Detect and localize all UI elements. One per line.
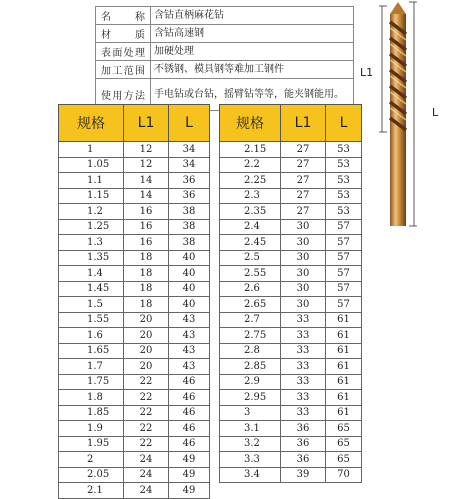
- cell-l1: 33: [281, 405, 326, 421]
- cell-l: 61: [326, 343, 362, 359]
- cell-l: 46: [169, 436, 210, 452]
- cell-l: 43: [169, 328, 210, 344]
- cell-l: 40: [169, 297, 210, 313]
- header-l1: L1: [281, 105, 326, 142]
- dim-line-l: [409, 2, 417, 226]
- cell-l: 65: [326, 436, 362, 452]
- cell-l: 46: [169, 374, 210, 390]
- cell-size: 2.75: [220, 328, 281, 344]
- header-l: L: [326, 105, 362, 142]
- cell-l: 34: [169, 142, 210, 158]
- spec-table-right: [219, 104, 362, 483]
- cell-size: 1.85: [59, 405, 124, 421]
- cell-l: 57: [326, 219, 362, 235]
- spec-row: [59, 235, 210, 251]
- cell-l: 70: [326, 467, 362, 483]
- cell-l: 40: [169, 250, 210, 266]
- cell-l: 38: [169, 219, 210, 235]
- info-value: 不锈钢、模具钢等难加工钢件: [151, 61, 354, 79]
- spec-row: [220, 374, 362, 390]
- cell-l: 61: [326, 405, 362, 421]
- header-l: L: [169, 105, 210, 142]
- cell-l1: 33: [281, 328, 326, 344]
- cell-l1: 33: [281, 343, 326, 359]
- cell-size: 1.9: [59, 421, 124, 437]
- dim-label-l1: L1: [360, 66, 374, 79]
- cell-size: 2.6: [220, 281, 281, 297]
- cell-l1: 16: [124, 219, 169, 235]
- cell-l1: 30: [281, 235, 326, 251]
- cell-l: 61: [326, 374, 362, 390]
- info-value: 手电钻或台钻，摇臂钻等等，能夹钢能用。: [151, 79, 354, 111]
- cell-size: 2.5: [220, 250, 281, 266]
- cell-l: 46: [169, 405, 210, 421]
- spec-row: [59, 157, 210, 173]
- cell-size: 2.9: [220, 374, 281, 390]
- cell-l1: 30: [281, 250, 326, 266]
- cell-l: 38: [169, 204, 210, 220]
- cell-l1: 18: [124, 281, 169, 297]
- cell-size: 1.7: [59, 359, 124, 375]
- spec-row: [59, 436, 210, 452]
- product-info-table: [95, 6, 354, 111]
- cell-l: 53: [326, 142, 362, 158]
- cell-l: 65: [326, 421, 362, 437]
- cell-size: 1.25: [59, 219, 124, 235]
- cell-l1: 22: [124, 405, 169, 421]
- info-row: [96, 25, 354, 43]
- cell-size: 3: [220, 405, 281, 421]
- spec-row: [220, 436, 362, 452]
- cell-size: 1.2: [59, 204, 124, 220]
- cell-size: 2.35: [220, 204, 281, 220]
- cell-l1: 20: [124, 312, 169, 328]
- spec-row: [220, 188, 362, 204]
- spec-row: [59, 188, 210, 204]
- cell-size: 1.15: [59, 188, 124, 204]
- cell-l: 40: [169, 266, 210, 282]
- header-l1: L1: [124, 105, 169, 142]
- cell-size: 1.75: [59, 374, 124, 390]
- cell-l: 43: [169, 359, 210, 375]
- cell-l: 61: [326, 359, 362, 375]
- cell-l: 36: [169, 173, 210, 189]
- cell-l: 40: [169, 281, 210, 297]
- spec-row: [220, 281, 362, 297]
- info-row: [96, 43, 354, 61]
- cell-size: 2.3: [220, 188, 281, 204]
- header-size: 规格: [220, 105, 281, 142]
- cell-l1: 33: [281, 374, 326, 390]
- cell-l: 49: [169, 483, 210, 499]
- spec-row: [59, 266, 210, 282]
- spec-row: [59, 281, 210, 297]
- info-value: 含钴直柄麻花钻: [151, 7, 354, 25]
- cell-size: 2.8: [220, 343, 281, 359]
- cell-l1: 18: [124, 297, 169, 313]
- cell-l1: 30: [281, 297, 326, 313]
- spec-row: [220, 421, 362, 437]
- cell-size: 2: [59, 452, 124, 468]
- cell-l: 61: [326, 390, 362, 406]
- cell-size: 2.4: [220, 219, 281, 235]
- cell-l1: 16: [124, 235, 169, 251]
- spec-row: [220, 235, 362, 251]
- cell-size: 1.95: [59, 436, 124, 452]
- spec-header-row: [220, 105, 362, 142]
- cell-l: 53: [326, 188, 362, 204]
- cell-l1: 20: [124, 328, 169, 344]
- cell-l: 46: [169, 390, 210, 406]
- spec-row: [59, 312, 210, 328]
- cell-l: 49: [169, 452, 210, 468]
- cell-l1: 30: [281, 219, 326, 235]
- cell-l1: 22: [124, 374, 169, 390]
- cell-l1: 33: [281, 390, 326, 406]
- spec-row: [59, 173, 210, 189]
- info-key: 名称: [96, 7, 151, 25]
- cell-l1: 14: [124, 188, 169, 204]
- cell-l: 36: [169, 188, 210, 204]
- cell-l: 57: [326, 297, 362, 313]
- cell-l1: 27: [281, 188, 326, 204]
- cell-size: 1.55: [59, 312, 124, 328]
- cell-l1: 14: [124, 173, 169, 189]
- spec-row: [220, 312, 362, 328]
- info-row: [96, 7, 354, 25]
- cell-l1: 27: [281, 173, 326, 189]
- cell-l1: 24: [124, 483, 169, 499]
- spec-row: [220, 219, 362, 235]
- cell-l: 43: [169, 343, 210, 359]
- spec-row: [59, 421, 210, 437]
- spec-row: [220, 204, 362, 220]
- cell-l1: 22: [124, 436, 169, 452]
- cell-size: 2.7: [220, 312, 281, 328]
- spec-row: [59, 390, 210, 406]
- cell-l1: 36: [281, 421, 326, 437]
- cell-l: 57: [326, 235, 362, 251]
- spec-row: [59, 142, 210, 158]
- cell-size: 2.25: [220, 173, 281, 189]
- spec-row: [59, 250, 210, 266]
- spec-row: [220, 266, 362, 282]
- cell-size: 1: [59, 142, 124, 158]
- spec-row: [220, 405, 362, 421]
- cell-l1: 27: [281, 204, 326, 220]
- cell-l1: 24: [124, 467, 169, 483]
- cell-l1: 39: [281, 467, 326, 483]
- cell-l: 34: [169, 157, 210, 173]
- drill-bit-icon: [378, 0, 418, 230]
- cell-l1: 33: [281, 359, 326, 375]
- cell-size: 3.2: [220, 436, 281, 452]
- info-value: 含钴高速钢: [151, 25, 354, 43]
- cell-l: 57: [326, 266, 362, 282]
- cell-size: 3.3: [220, 452, 281, 468]
- spec-row: [220, 390, 362, 406]
- spec-row: [59, 467, 210, 483]
- spec-row: [59, 483, 210, 499]
- cell-l1: 36: [281, 452, 326, 468]
- cell-l1: 22: [124, 390, 169, 406]
- cell-l: 53: [326, 173, 362, 189]
- drill-tip: [390, 2, 406, 14]
- cell-l1: 30: [281, 281, 326, 297]
- spec-row: [220, 359, 362, 375]
- spec-row: [220, 452, 362, 468]
- cell-l1: 30: [281, 266, 326, 282]
- info-key: 材质: [96, 25, 151, 43]
- cell-size: 2.65: [220, 297, 281, 313]
- spec-row: [59, 204, 210, 220]
- spec-row: [59, 359, 210, 375]
- cell-l1: 20: [124, 359, 169, 375]
- cell-l1: 36: [281, 436, 326, 452]
- cell-l1: 20: [124, 343, 169, 359]
- spec-row: [220, 250, 362, 266]
- cell-size: 2.85: [220, 359, 281, 375]
- cell-size: 2.45: [220, 235, 281, 251]
- cell-size: 3.1: [220, 421, 281, 437]
- spec-row: [220, 173, 362, 189]
- cell-l: 57: [326, 281, 362, 297]
- cell-size: 2.55: [220, 266, 281, 282]
- cell-size: 1.5: [59, 297, 124, 313]
- cell-l: 65: [326, 452, 362, 468]
- drill-bit-image: [378, 0, 418, 230]
- cell-size: 2.1: [59, 483, 124, 499]
- spec-row: [59, 328, 210, 344]
- cell-l: 61: [326, 328, 362, 344]
- cell-size: 2.05: [59, 467, 124, 483]
- spec-row: [59, 452, 210, 468]
- cell-l1: 27: [281, 157, 326, 173]
- cell-l1: 18: [124, 250, 169, 266]
- cell-size: 1.1: [59, 173, 124, 189]
- cell-l1: 12: [124, 157, 169, 173]
- cell-size: 2.2: [220, 157, 281, 173]
- cell-size: 1.65: [59, 343, 124, 359]
- cell-l1: 33: [281, 312, 326, 328]
- info-row: [96, 61, 354, 79]
- cell-size: 1.05: [59, 157, 124, 173]
- spec-table-left: [58, 104, 210, 499]
- cell-l: 49: [169, 467, 210, 483]
- cell-size: 2.15: [220, 142, 281, 158]
- cell-size: 1.6: [59, 328, 124, 344]
- header-size: 规格: [59, 105, 124, 142]
- spec-row: [59, 405, 210, 421]
- cell-size: 3.4: [220, 467, 281, 483]
- info-key: 表面处理: [96, 43, 151, 61]
- cell-l1: 12: [124, 142, 169, 158]
- spec-header-row: [59, 105, 210, 142]
- cell-size: 1.3: [59, 235, 124, 251]
- cell-l: 61: [326, 312, 362, 328]
- info-value: 加硬处理: [151, 43, 354, 61]
- spec-row: [59, 374, 210, 390]
- info-key: 使用方法: [96, 79, 151, 111]
- cell-l1: 27: [281, 142, 326, 158]
- spec-row: [59, 219, 210, 235]
- cell-l: 53: [326, 204, 362, 220]
- cell-l: 53: [326, 157, 362, 173]
- spec-row: [220, 297, 362, 313]
- cell-l: 38: [169, 235, 210, 251]
- cell-l1: 22: [124, 421, 169, 437]
- dim-line-l1: [379, 6, 387, 132]
- spec-row: [220, 142, 362, 158]
- cell-l1: 24: [124, 452, 169, 468]
- cell-size: 1.35: [59, 250, 124, 266]
- spec-row: [220, 343, 362, 359]
- cell-size: 2.95: [220, 390, 281, 406]
- cell-l: 57: [326, 250, 362, 266]
- spec-row: [220, 467, 362, 483]
- spec-row: [59, 343, 210, 359]
- spec-row: [220, 157, 362, 173]
- cell-l: 43: [169, 312, 210, 328]
- dim-label-l: L: [432, 106, 439, 119]
- cell-l1: 18: [124, 266, 169, 282]
- cell-size: 1.45: [59, 281, 124, 297]
- spec-row: [59, 297, 210, 313]
- spec-row: [220, 328, 362, 344]
- cell-size: 1.8: [59, 390, 124, 406]
- info-key: 加工范围: [96, 61, 151, 79]
- cell-l1: 16: [124, 204, 169, 220]
- cell-l: 46: [169, 421, 210, 437]
- cell-size: 1.4: [59, 266, 124, 282]
